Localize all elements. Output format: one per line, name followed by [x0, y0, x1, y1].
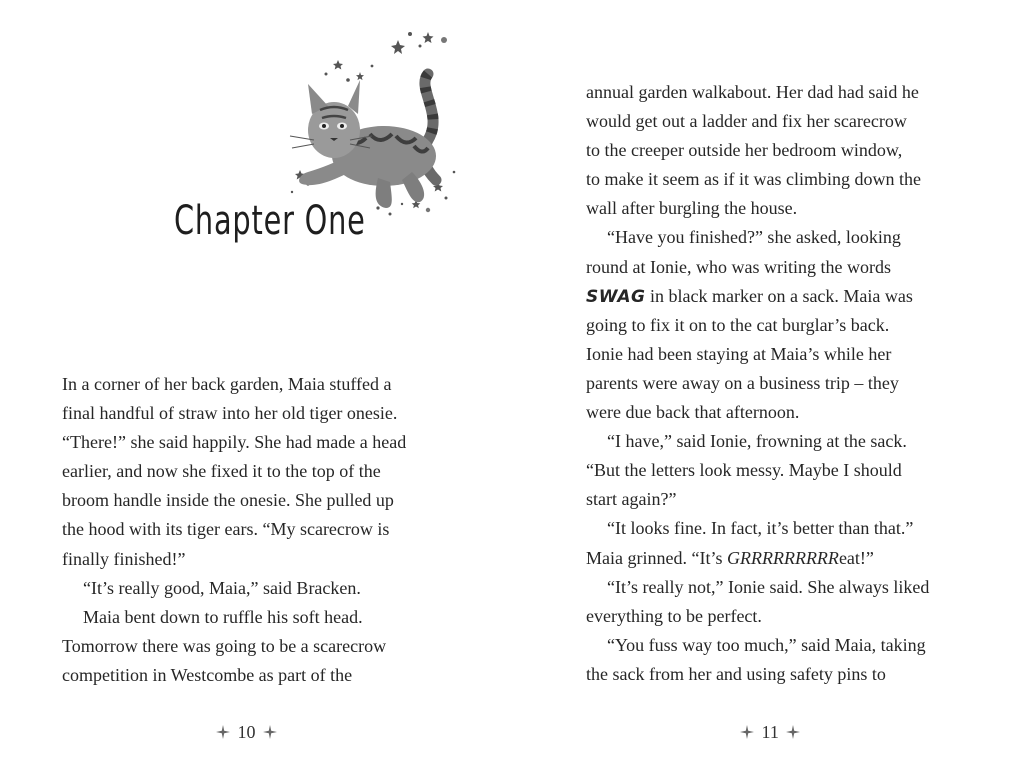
- left-page: [0, 0, 507, 779]
- chapter-title: Chapter One: [174, 198, 366, 244]
- sparkle-star-icon: [216, 725, 230, 739]
- text-line: broom handle inside the onesie. She pulled up: [62, 490, 394, 511]
- text-line: the sack from her and using safety pins to: [586, 663, 886, 684]
- text-line: everything to be perfect.: [586, 605, 762, 626]
- text-line: “I have,” said Ionie, frowning at the sack.: [607, 431, 907, 452]
- grin-line-italic: GRRRRRRRRR: [726, 547, 839, 568]
- text-line: final handful of straw into her old tiger onesie.: [62, 403, 398, 424]
- text-line: annual garden walkabout. Her dad had said he: [586, 82, 919, 102]
- text-line: Maia bent down to ruffle his soft head.: [83, 606, 363, 627]
- right-page: [507, 0, 1015, 779]
- text-line: “Have you finished?” she asked, looking: [607, 227, 901, 248]
- text-line-swag: [586, 282, 956, 311]
- text-line: Ionie had been staying at Maia’s while her: [586, 343, 892, 364]
- page-number-text: 10: [237, 722, 256, 742]
- text-line: would get out a ladder and fix her scarecrow: [586, 111, 907, 132]
- text-line: In a corner of her back garden, Maia stuffed a: [62, 374, 392, 394]
- sparkle-star-icon: [740, 725, 754, 739]
- text-line: to make it seem as if it was climbing down the: [586, 169, 921, 190]
- sparkle-star-icon: [786, 725, 800, 739]
- sparkle-star-icon: [263, 725, 277, 739]
- grin-line-before: Maia grinned. “It’s: [586, 547, 727, 568]
- text-line: were due back that afternoon.: [586, 402, 800, 423]
- text-line: “You fuss way too much,” said Maia, taking: [607, 634, 926, 655]
- swag-line-rest: in black marker on a sack. Maia was: [645, 285, 913, 306]
- text-line-grin: [586, 544, 956, 573]
- text-line: going to fix it on to the cat burglar’s back.: [586, 314, 890, 335]
- text-line: round at Ionie, who was writing the words: [586, 256, 891, 277]
- page-number-text: 11: [761, 722, 779, 742]
- text-line: “But the letters look messy. Maybe I should: [586, 460, 902, 481]
- page-number-right: [740, 722, 800, 743]
- text-line: “It’s really good, Maia,” said Bracken.: [83, 577, 361, 598]
- text-line: parents were away on a business trip – they: [586, 372, 899, 393]
- page-number-left: [216, 722, 277, 743]
- text-line: “There!” she said happily. She had made a head: [62, 432, 407, 453]
- text-line: wall after burgling the house.: [586, 198, 798, 219]
- text-line: to the creeper outside her bedroom window,: [586, 140, 903, 161]
- grin-line-after: eat!”: [838, 547, 874, 568]
- right-page-body: [586, 78, 956, 689]
- text-line: the hood with its tiger ears. “My scarecrow is: [62, 519, 390, 540]
- text-line: start again?”: [586, 489, 677, 510]
- text-line: finally finished!”: [62, 548, 186, 569]
- text-line: competition in Westcombe as part of the: [62, 664, 353, 685]
- left-page-body: [62, 370, 462, 690]
- text-line: earlier, and now she fixed it to the top of the: [62, 461, 381, 482]
- cat-illustration: [278, 22, 468, 222]
- text-line: Tomorrow there was going to be a scarecrow: [62, 635, 387, 656]
- swag-word: SWAG: [586, 286, 646, 307]
- text-line: “It looks fine. In fact, it’s better than that.”: [607, 518, 914, 539]
- text-line: “It’s really not,” Ionie said. She always liked: [607, 576, 930, 597]
